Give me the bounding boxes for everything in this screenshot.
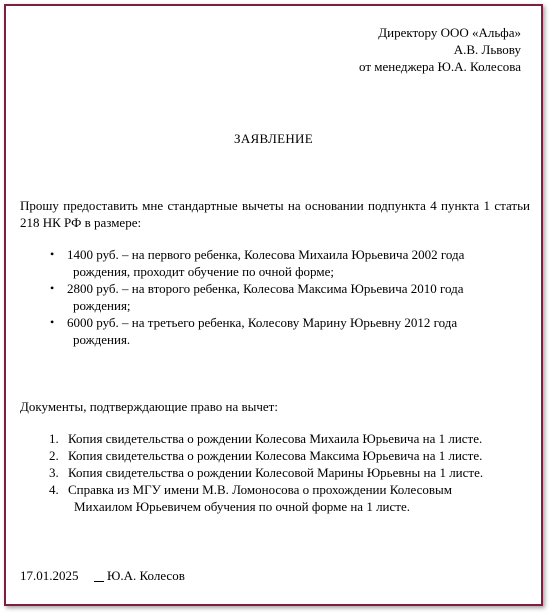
deduction-text: 2800 руб. – на второго ребенка, Колесова Максима Юрьевича 2010 года: [67, 281, 464, 296]
bullet-marker: •: [50, 315, 55, 329]
document-item: [26, 481, 536, 515]
document-item: [26, 430, 536, 447]
deduction-text: 1400 руб. – на первого ребенка, Колесова Михаила Юрьевича 2002 года: [67, 247, 465, 262]
deduction-text: 6000 руб. – на третьего ребенка, Колесову Марину Юрьевну 2012 года: [67, 315, 458, 330]
deduction-text-cont: рождения.: [73, 332, 131, 347]
document-page: [4, 4, 543, 606]
document-date: 17.01.2025: [20, 568, 79, 583]
deduction-text-cont: рождения;: [73, 298, 131, 313]
bullet-marker: •: [50, 247, 55, 261]
item-number: 1.: [49, 431, 59, 446]
signature-line: [94, 581, 104, 582]
document-text: Копия свидетельства о рождении Колесовой Марины Юрьевны на 1 листе.: [68, 465, 484, 480]
deduction-item: [26, 280, 506, 314]
signature-name: Ю.А. Колесов: [107, 568, 185, 583]
document-item: [26, 447, 536, 464]
document-text: Справка из МГУ имени М.В. Ломоносова о прохождении Колесовым: [68, 482, 453, 497]
header-sender: от менеджера Ю.А. Колесова: [359, 59, 521, 74]
intro-paragraph: Прошу предоставить мне стандартные вычеты на основании подпункта 4 пункта 1 статьи 218 НК РФ в размере:: [20, 198, 530, 230]
bullet-marker: •: [50, 281, 55, 295]
header-recipient-name: А.В. Львову: [453, 42, 521, 57]
document-text: Копия свидетельства о рождении Колесова Михаила Юрьевича на 1 листе.: [68, 431, 483, 446]
deduction-item: [26, 246, 506, 280]
deduction-text-cont: рождения, проходит обучение по очной форме;: [73, 264, 334, 279]
document-text-cont: Михаилом Юрьевичем обучения по очной форме на 1 листе.: [74, 499, 410, 514]
document-text: Копия свидетельства о рождении Колесова Максима Юрьевича на 1 листе.: [68, 448, 483, 463]
item-number: 4.: [49, 482, 59, 497]
document-title: ЗАЯВЛЕНИЕ: [234, 131, 313, 146]
item-number: 3.: [49, 465, 59, 480]
documents-heading: Документы, подтверждающие право на вычет:: [20, 399, 278, 414]
header-recipient-line: Директору ООО «Альфа»: [378, 25, 521, 40]
item-number: 2.: [49, 448, 59, 463]
document-item: [26, 464, 536, 481]
deduction-item: [26, 314, 506, 348]
